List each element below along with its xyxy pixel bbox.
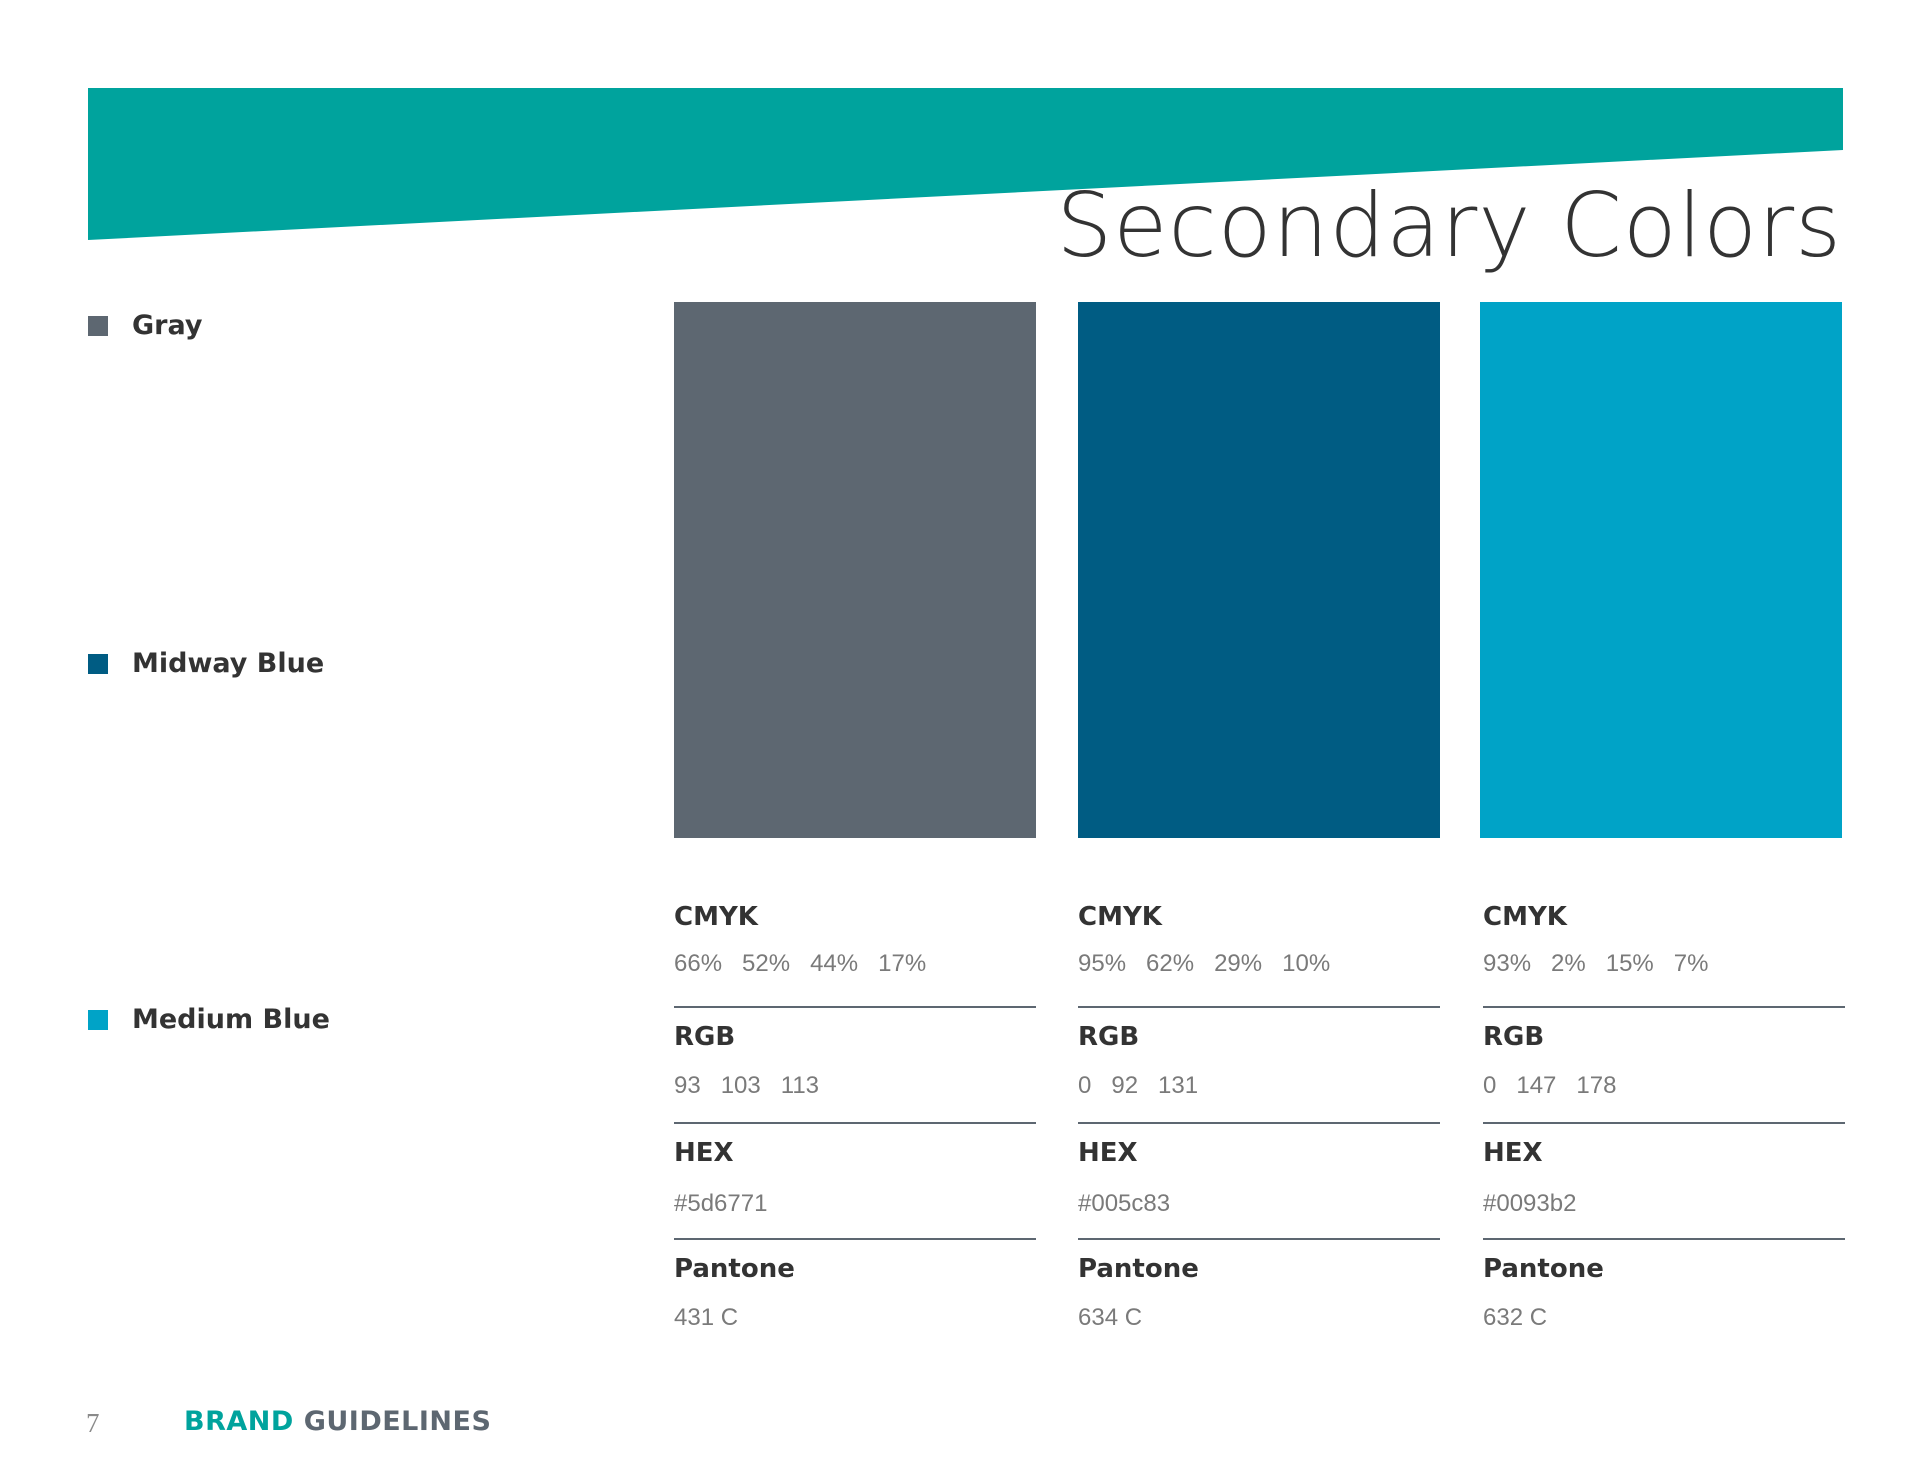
legend-label: Medium Blue — [132, 1004, 330, 1035]
divider — [1078, 1122, 1440, 1124]
divider — [674, 1006, 1036, 1008]
divider — [1483, 1006, 1845, 1008]
hex-label: HEX — [674, 1138, 734, 1168]
rgb-value: 93 103 113 — [674, 1072, 820, 1099]
cmyk-label: CMYK — [674, 902, 758, 932]
rgb-value: 0 147 178 — [1483, 1072, 1617, 1099]
color-column-midway-blue — [1078, 302, 1440, 1331]
rgb-label: RGB — [1483, 1022, 1545, 1052]
rgb-label: RGB — [1078, 1022, 1140, 1052]
legend-swatch-gray — [88, 316, 108, 336]
pantone-label: Pantone — [674, 1254, 795, 1284]
divider — [1483, 1122, 1845, 1124]
divider — [1483, 1238, 1845, 1240]
footer-brand-word-1: BRAND — [184, 1406, 294, 1437]
cmyk-label: CMYK — [1483, 902, 1567, 932]
footer-brand — [184, 1406, 491, 1437]
cmyk-label: CMYK — [1078, 902, 1162, 932]
hex-label: HEX — [1078, 1138, 1138, 1168]
divider — [674, 1238, 1036, 1240]
divider — [1078, 1238, 1440, 1240]
pantone-value: 431 C — [674, 1304, 739, 1331]
legend-label: Midway Blue — [132, 648, 325, 679]
legend-swatch-midway-blue — [88, 654, 108, 674]
legend-item-midway-blue — [88, 648, 324, 679]
legend-label: Gray — [132, 310, 203, 341]
pantone-label: Pantone — [1483, 1254, 1604, 1284]
hex-label: HEX — [1483, 1138, 1543, 1168]
color-column-medium-blue — [1480, 302, 1842, 1331]
legend-item-gray — [88, 310, 202, 341]
divider — [1078, 1006, 1440, 1008]
color-swatch — [1480, 302, 1842, 838]
cmyk-value: 93% 2% 15% 7% — [1483, 950, 1709, 977]
pantone-value: 634 C — [1078, 1304, 1143, 1331]
legend-swatch-medium-blue — [88, 1010, 108, 1030]
color-swatch — [1078, 302, 1440, 838]
hex-value: #5d6771 — [674, 1190, 768, 1217]
cmyk-value: 66% 52% 44% 17% — [674, 950, 927, 977]
divider — [674, 1122, 1036, 1124]
legend-item-medium-blue — [88, 1004, 330, 1035]
page-number: 7 — [86, 1408, 100, 1438]
color-swatch — [674, 302, 1036, 838]
pantone-label: Pantone — [1078, 1254, 1199, 1284]
color-column-gray — [674, 302, 1036, 1331]
hex-value: #0093b2 — [1483, 1190, 1577, 1217]
rgb-value: 0 92 131 — [1078, 1072, 1199, 1099]
page-title: Secondary Colors — [1056, 174, 1842, 277]
cmyk-value: 95% 62% 29% 10% — [1078, 950, 1331, 977]
rgb-label: RGB — [674, 1022, 736, 1052]
pantone-value: 632 C — [1483, 1304, 1548, 1331]
footer-brand-word-2: GUIDELINES — [303, 1406, 492, 1437]
hex-value: #005c83 — [1078, 1190, 1171, 1217]
